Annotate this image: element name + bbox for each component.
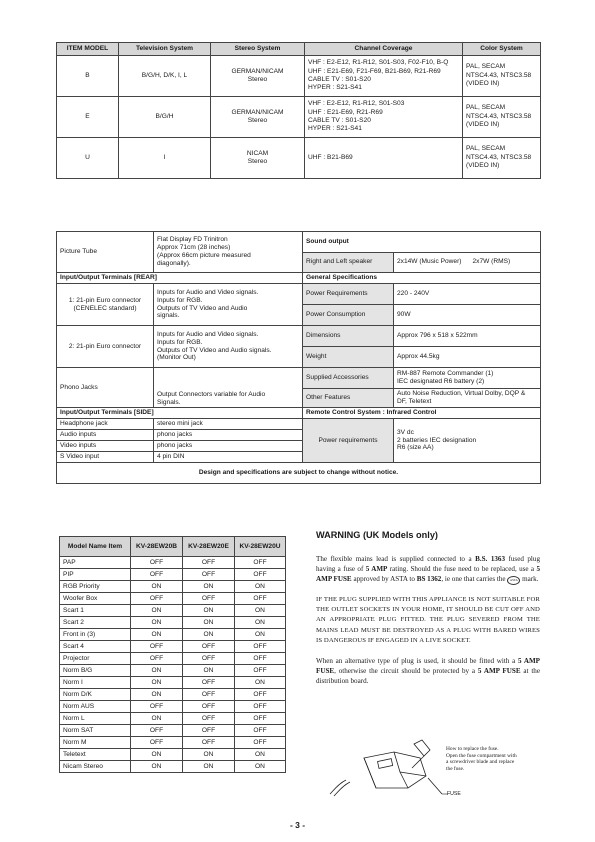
feature-value-cell: OFF xyxy=(235,689,286,701)
channel-cell: UHF : B21-B69 xyxy=(305,138,463,179)
dimensions-value: Approx 796 x 518 x 522mm xyxy=(394,326,541,347)
euro2-value: Inputs for Audio and Video signals. Inputs for RGB. Outputs of TV Video and Audio signals. (Monitor Out) xyxy=(154,326,303,368)
feature-name-cell: Woofer Box xyxy=(60,593,131,605)
feature-value-cell: ON xyxy=(183,605,235,617)
side-value: stereo mini jack xyxy=(154,419,303,430)
feature-value-cell: OFF xyxy=(235,701,286,713)
side-label: S Video input xyxy=(57,452,154,463)
table-row xyxy=(60,677,286,689)
feature-value-cell: OFF xyxy=(131,737,183,749)
feature-name-cell: Scart 2 xyxy=(60,617,131,629)
page-number: - 3 - xyxy=(289,820,306,830)
header-kv-28ew20b: KV-28EW20B xyxy=(131,537,183,557)
sound-output-header: Sound output xyxy=(303,232,541,253)
feature-value-cell: ON xyxy=(131,713,183,725)
table-row xyxy=(57,138,541,179)
feature-value-cell: OFF xyxy=(183,593,235,605)
feature-value-cell: OFF xyxy=(235,593,286,605)
feature-value-cell: ON xyxy=(131,665,183,677)
table-row xyxy=(60,725,286,737)
power-consumption-value: 90W xyxy=(394,305,541,326)
feature-value-cell: ON xyxy=(131,617,183,629)
feature-value-cell: ON xyxy=(131,761,183,773)
euro2-label: 2: 21-pin Euro connector xyxy=(57,326,154,368)
side-value: 4 pin DIN xyxy=(154,452,303,463)
feature-name-cell: Nicam Stereo xyxy=(60,761,131,773)
channel-cell: VHF : E2-E12, R1-R12, S01-S03 UHF : E21-E69, R21-R69 CABLE TV : S01-S20 HYPER : S21-S41 xyxy=(305,97,463,138)
stereo-cell: GERMAN/NICAM Stereo xyxy=(211,97,305,138)
header-kv-28ew20e: KV-28EW20E xyxy=(183,537,235,557)
feature-value-cell: ON xyxy=(131,629,183,641)
table-row xyxy=(60,713,286,725)
header-stereo-system: Stereo System xyxy=(211,43,305,56)
feature-value-cell: ON xyxy=(131,581,183,593)
feature-value-cell: OFF xyxy=(131,569,183,581)
power-req-label: Power Requirements xyxy=(303,284,394,305)
header-color-system: Color System xyxy=(463,43,541,56)
feature-value-cell: OFF xyxy=(183,689,235,701)
feature-value-cell: ON xyxy=(131,689,183,701)
color-cell: PAL, SECAM NTSC4.43, NTSC3.58 (VIDEO IN) xyxy=(463,56,541,97)
table-row xyxy=(60,749,286,761)
table-row xyxy=(60,761,286,773)
sound-value: 2x14W (Music Power) 2x7W (RMS) xyxy=(394,252,541,273)
remote-power-value: 3V dc 2 batteries IEC designation R6 (size AA) xyxy=(394,419,541,463)
warning-paragraph-2: IF THE PLUG SUPPLIED WITH THIS APPLIANCE IS NOT SUITABLE FOR THE OUTLET SOCKETS IN YOUR HOME, IT SHOULD BE CUT OFF AND AN APPROPRIATE PLUG FITTED. THE PLUG SEVERED FROM THE MAINS LEAD MUST BE DESTROYED AS A PLUG WITH BARED WIRES IS DANGEROUS IF ENGAGED IN A LIVE SOCKET. xyxy=(316,596,540,644)
feature-name-cell: PAP xyxy=(60,557,131,569)
feature-value-cell: OFF xyxy=(235,653,286,665)
power-req-value: 220 - 240V xyxy=(394,284,541,305)
model-cell: E xyxy=(57,97,119,138)
table-row xyxy=(60,617,286,629)
asta-mark-icon: ASTA xyxy=(507,576,520,585)
feature-settings-table xyxy=(59,536,286,773)
table-row xyxy=(60,737,286,749)
feature-name-cell: Scart 1 xyxy=(60,605,131,617)
feature-value-cell: ON xyxy=(183,665,235,677)
dimensions-label: Dimensions xyxy=(303,326,394,347)
feature-name-cell: Front in (3) xyxy=(60,629,131,641)
feature-value-cell: ON xyxy=(183,749,235,761)
feature-value-cell: OFF xyxy=(183,737,235,749)
header-item-model: ITEM MODEL xyxy=(57,43,119,56)
remote-power-label: Power requirements xyxy=(303,419,394,463)
feature-name-cell: Norm B/G xyxy=(60,665,131,677)
feature-name-cell: Norm I xyxy=(60,677,131,689)
stereo-cell: GERMAN/NICAM Stereo xyxy=(211,56,305,97)
feature-value-cell: ON xyxy=(183,581,235,593)
feature-value-cell: OFF xyxy=(183,713,235,725)
feature-name-cell: Scart 4 xyxy=(60,641,131,653)
feature-name-cell: Projector xyxy=(60,653,131,665)
tv-system-cell: B/G/H, D/K, I, L xyxy=(119,56,211,97)
feature-value-cell: ON xyxy=(183,617,235,629)
feature-value-cell: OFF xyxy=(131,557,183,569)
feature-name-cell: Norm D/K xyxy=(60,689,131,701)
stereo-cell: NICAM Stereo xyxy=(211,138,305,179)
tv-system-cell: B/G/H xyxy=(119,97,211,138)
table-row xyxy=(60,581,286,593)
feature-value-cell: ON xyxy=(235,629,286,641)
accessories-label: Supplied Accessories xyxy=(303,368,394,389)
feature-value-cell: OFF xyxy=(131,701,183,713)
table-row xyxy=(60,665,286,677)
color-cell: PAL, SECAM NTSC4.43, NTSC3.58 (VIDEO IN) xyxy=(463,97,541,138)
picture-tube-label: Picture Tube xyxy=(57,232,154,273)
table-row xyxy=(60,593,286,605)
model-cell: U xyxy=(57,138,119,179)
warning-paragraph-1: The flexible mains lead is supplied connected to a B.S. 1363 fused plug having a fuse of 5 AMP rating. Should the fuse need to be replaced, use a 5 AMP FUSE approved by ASTA to BS 1362, ie one that carries the ASTA mark. xyxy=(316,555,541,584)
feature-value-cell: ON xyxy=(235,749,286,761)
other-features-label: Other Features xyxy=(303,389,394,408)
model-cell: B xyxy=(57,56,119,97)
table-row xyxy=(60,641,286,653)
feature-value-cell: ON xyxy=(235,581,286,593)
fuse-figure-caption: How to replace the fuse. Open the fuse compartment with a screwdriver blade and replace the fuse. xyxy=(446,746,517,772)
tv-system-cell: I xyxy=(119,138,211,179)
euro1-label: 1: 21-pin Euro connector (CENELEC standard) xyxy=(57,284,154,326)
side-value: phono jacks xyxy=(154,441,303,452)
specifications-table xyxy=(56,231,541,484)
feature-value-cell: OFF xyxy=(131,725,183,737)
feature-value-cell: OFF xyxy=(131,593,183,605)
feature-value-cell: ON xyxy=(183,761,235,773)
feature-value-cell: ON xyxy=(183,629,235,641)
header-kv-28ew20u: KV-28EW20U xyxy=(235,537,286,557)
table-row xyxy=(60,701,286,713)
feature-value-cell: OFF xyxy=(183,569,235,581)
other-features-value: Auto Noise Reduction, Virtual Dolby, DQP & DF, Teletext xyxy=(394,389,541,408)
general-spec-header: General Specifications xyxy=(303,273,541,284)
feature-value-cell: ON xyxy=(131,605,183,617)
table-row xyxy=(60,557,286,569)
header-tv-system: Television System xyxy=(119,43,211,56)
channel-cell: VHF : E2-E12, R1-R12, S01-S03, F02-F10, B-Q UHF : E21-E69, F21-F69, B21-B69, R21-R69 CABLE TV : S01-S20 HYPER : S21-S41 xyxy=(305,56,463,97)
side-value: phono jacks xyxy=(154,430,303,441)
table-row xyxy=(60,605,286,617)
feature-name-cell: Norm SAT xyxy=(60,725,131,737)
weight-value: Approx 44.5kg xyxy=(394,347,541,368)
table-row xyxy=(60,569,286,581)
picture-tube-value: Flat Display FD Trinitron Approx 71cm (28 inches) (Approx 66cm picture measured diagonally). xyxy=(154,232,303,273)
uk-warning-section xyxy=(316,530,540,696)
feature-value-cell: ON xyxy=(131,749,183,761)
remote-control-header: Remote Control System : Infrared Control xyxy=(303,408,541,419)
feature-value-cell: OFF xyxy=(183,677,235,689)
phono-jacks-value: Output Connectors variable for Audio Signals. xyxy=(154,368,303,408)
table-row xyxy=(60,653,286,665)
header-model-name-item: Model Name Item xyxy=(60,537,131,557)
feature-value-cell: OFF xyxy=(235,641,286,653)
header-channel-coverage: Channel Coverage xyxy=(305,43,463,56)
table-row xyxy=(60,689,286,701)
feature-value-cell: OFF xyxy=(235,557,286,569)
euro1-value: Inputs for Audio and Video signals. Inputs for RGB. Outputs of TV Video and Audio signals. xyxy=(154,284,303,326)
feature-value-cell: OFF xyxy=(235,665,286,677)
feature-value-cell: OFF xyxy=(183,557,235,569)
side-label: Audio inputs xyxy=(57,430,154,441)
io-side-header: Input/Output Terminals [SIDE] xyxy=(57,408,303,419)
color-cell: PAL, SECAM NTSC4.43, NTSC3.58 (VIDEO IN) xyxy=(463,138,541,179)
feature-value-cell: OFF xyxy=(183,701,235,713)
sound-label: Right and Left speaker xyxy=(303,252,394,273)
model-system-table xyxy=(56,42,541,179)
feature-value-cell: OFF xyxy=(183,725,235,737)
feature-value-cell: ON xyxy=(235,617,286,629)
feature-value-cell: OFF xyxy=(235,737,286,749)
feature-table-body xyxy=(60,557,286,773)
feature-value-cell: OFF xyxy=(235,569,286,581)
feature-value-cell: OFF xyxy=(131,653,183,665)
feature-value-cell: ON xyxy=(235,605,286,617)
side-label: Headphone jack xyxy=(57,419,154,430)
feature-value-cell: OFF xyxy=(183,641,235,653)
spec-footer-note: Design and specifications are subject to change without notice. xyxy=(57,463,541,484)
table-row xyxy=(57,97,541,138)
power-consumption-label: Power Consumption xyxy=(303,305,394,326)
feature-name-cell: Norm AUS xyxy=(60,701,131,713)
feature-value-cell: OFF xyxy=(235,713,286,725)
table-header-row xyxy=(57,43,541,56)
feature-name-cell: PIP xyxy=(60,569,131,581)
feature-name-cell: Norm M xyxy=(60,737,131,749)
side-label: Video inputs xyxy=(57,441,154,452)
warning-title: WARNING (UK Models only) xyxy=(316,530,438,540)
feature-name-cell: Norm L xyxy=(60,713,131,725)
weight-label: Weight xyxy=(303,347,394,368)
feature-value-cell: OFF xyxy=(183,653,235,665)
feature-value-cell: ON xyxy=(131,677,183,689)
io-rear-header: Input/Output Terminals [REAR] xyxy=(57,273,303,284)
feature-value-cell: OFF xyxy=(235,725,286,737)
phono-jacks-label: Phono Jacks xyxy=(57,368,154,408)
table-row xyxy=(60,629,286,641)
feature-value-cell: ON xyxy=(235,761,286,773)
feature-name-cell: Teletext xyxy=(60,749,131,761)
feature-value-cell: OFF xyxy=(131,641,183,653)
table-header-row xyxy=(60,537,286,557)
table-row xyxy=(57,56,541,97)
fuse-label: FUSE xyxy=(447,791,461,797)
feature-value-cell: ON xyxy=(235,677,286,689)
warning-paragraph-3: When an alternative type of plug is used, it should be fitted with a 5 AMP FUSE, otherwise the circuit should be protected by a 5 AMP FUSE at the distribution board. xyxy=(316,656,540,685)
feature-name-cell: RGB Priority xyxy=(60,581,131,593)
accessories-value: RM-887 Remote Commander (1) IEC designated R6 battery (2) xyxy=(394,368,541,389)
